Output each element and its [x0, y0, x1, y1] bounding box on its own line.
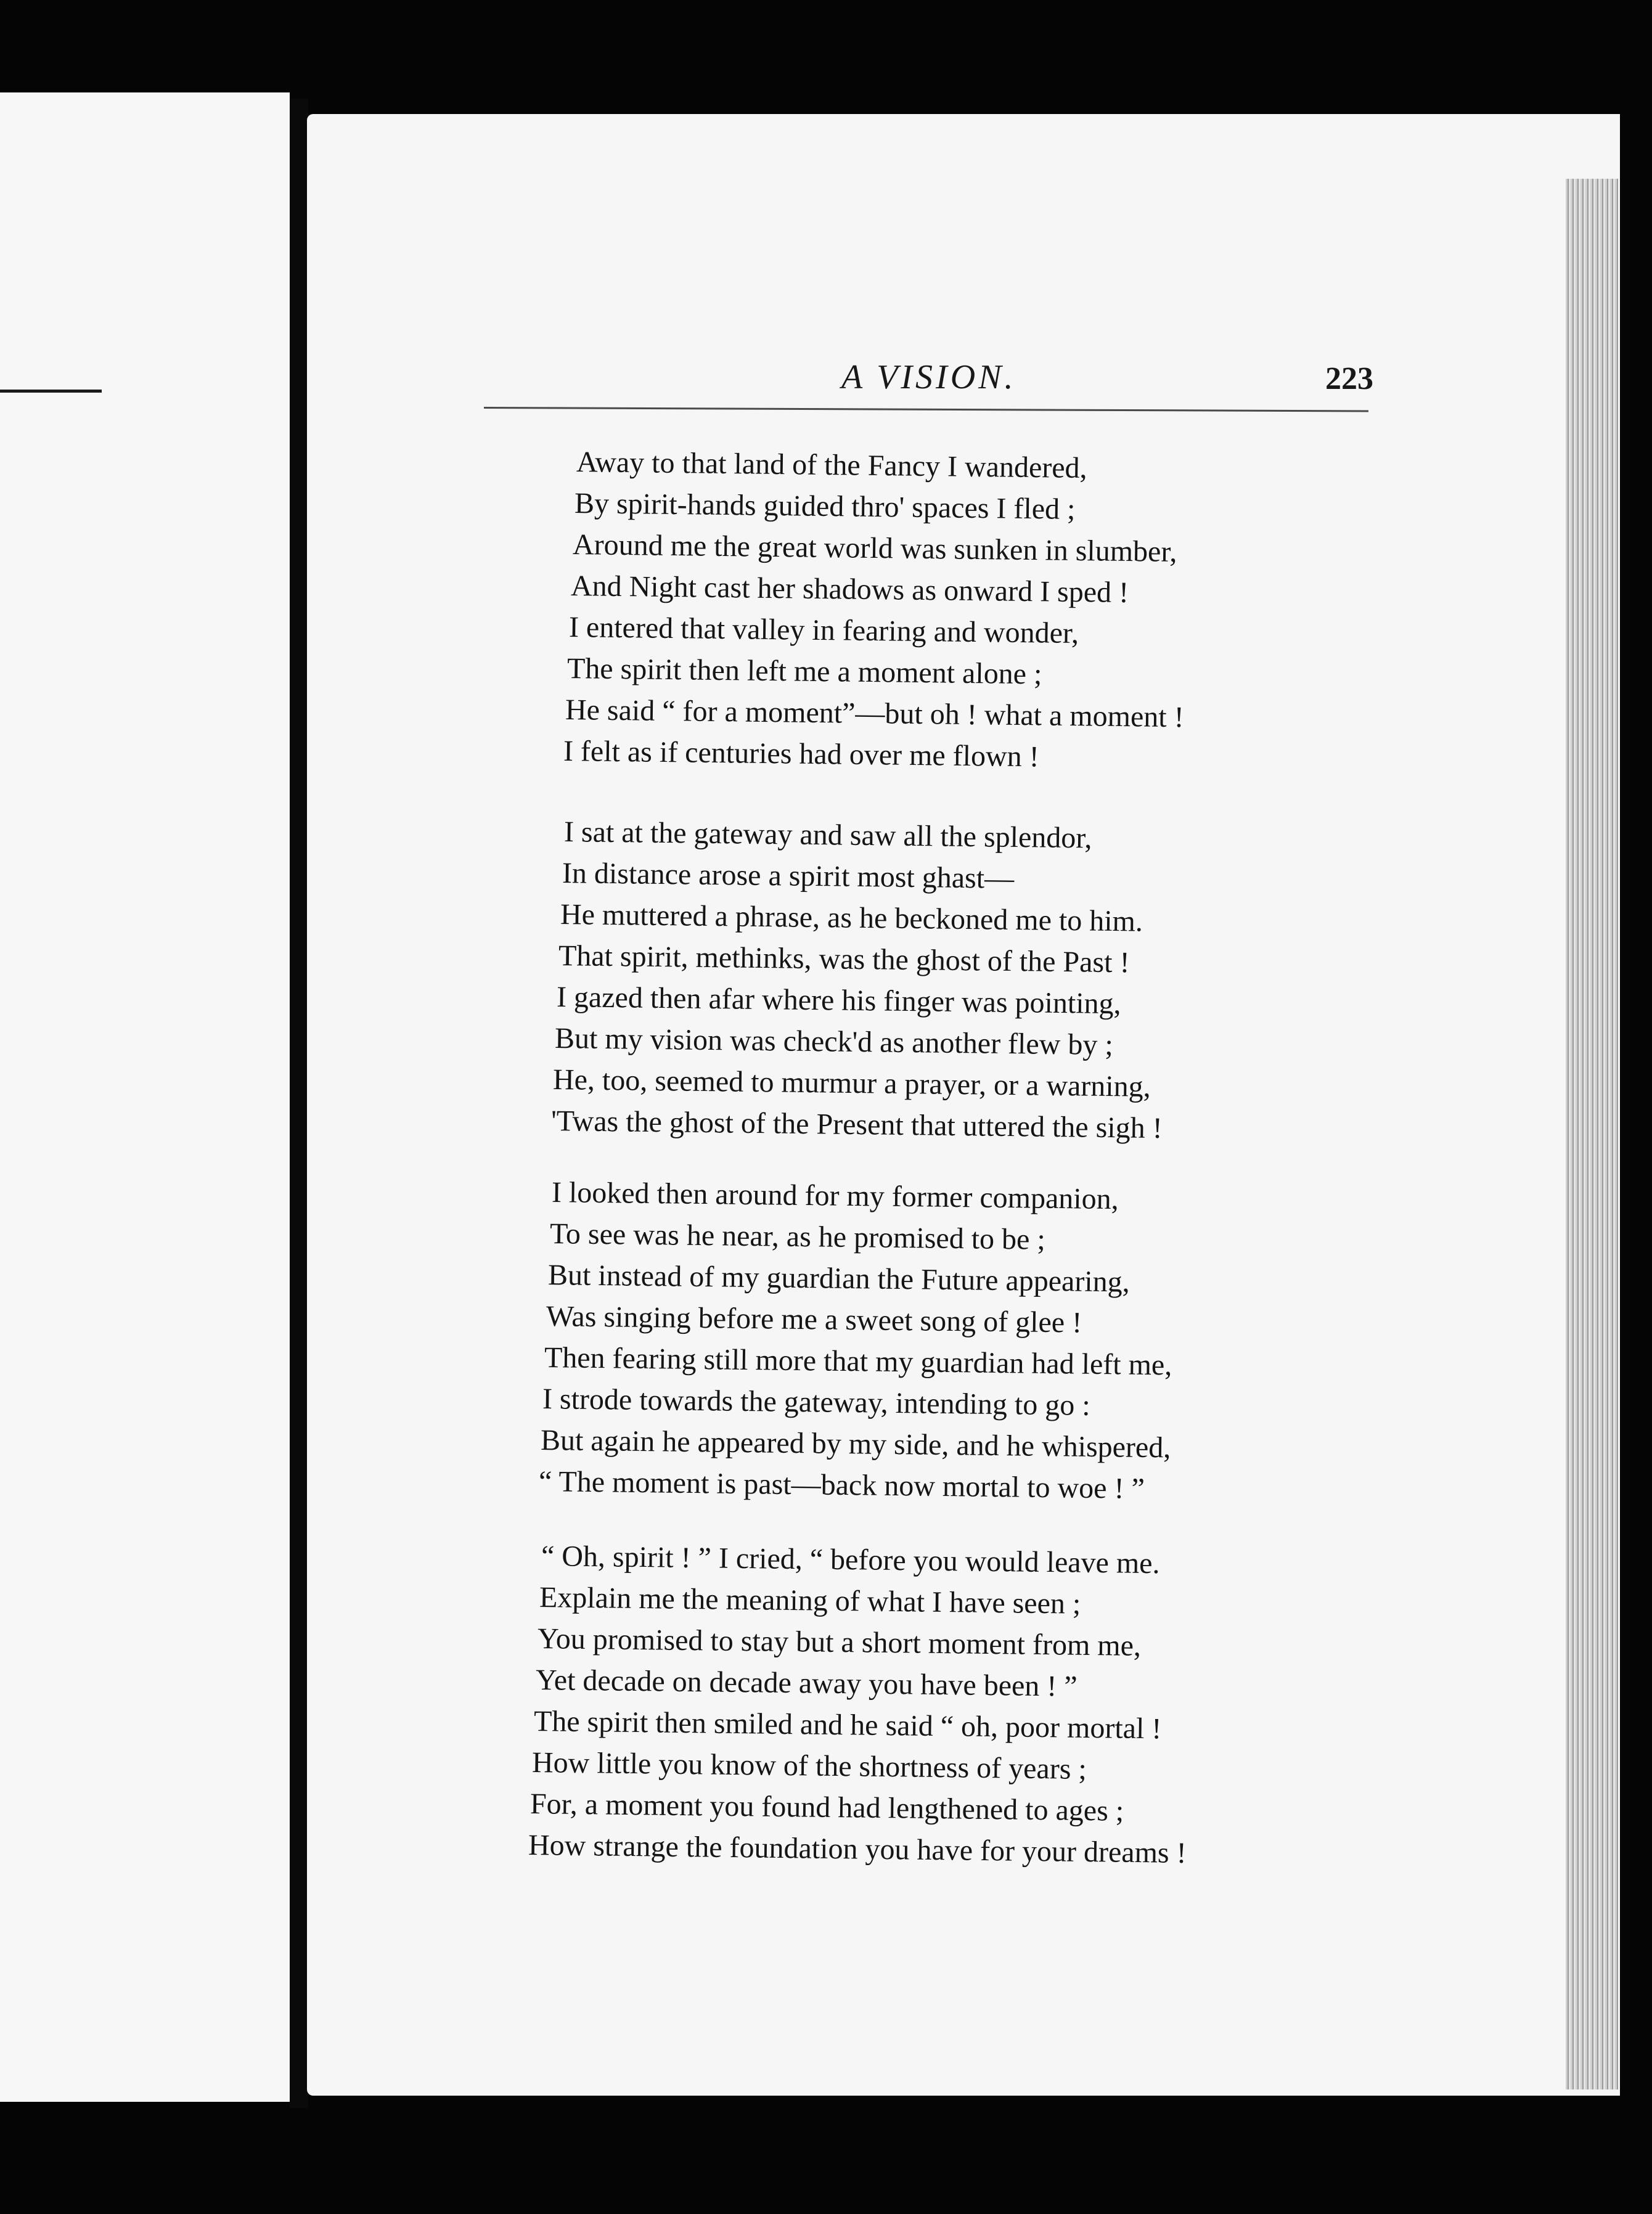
running-title: A VISION. — [841, 358, 1016, 396]
poem-line: Was singing before me a sweet song of glee ! — [546, 1300, 1082, 1339]
poem-line: Away to that land of the Fancy I wandered, — [576, 446, 1087, 485]
poem-line: In distance arose a spirit most ghast— — [562, 857, 1015, 895]
poem-line: I gazed then afar where his finger was pointing, — [556, 981, 1121, 1021]
poem-line: Then fearing still more that my guardian had left me, — [544, 1341, 1172, 1382]
poem-line: I entered that valley in fearing and wonder, — [568, 611, 1079, 650]
poem-line: You promised to stay but a short moment from me, — [537, 1622, 1142, 1662]
poem-line: Explain me the meaning of what I have seen ; — [539, 1581, 1081, 1620]
poem-line: I sat at the gateway and saw all the splendor, — [563, 815, 1092, 855]
poem-line: The spirit then smiled and he said “ oh, poor mortal ! — [533, 1705, 1162, 1746]
poem-line: And Night cast her shadows as onward I sped ! — [570, 570, 1129, 610]
poem-line: Yet decade on decade away you have been ! ” — [535, 1664, 1077, 1703]
poem-line: He muttered a phrase, as he beckoned me to him. — [560, 898, 1143, 938]
poem-line: 'Twas the ghost of the Present that uttered the sigh ! — [550, 1105, 1163, 1145]
page-number: 223 — [1325, 361, 1373, 396]
poem-line: Around me the great world was sunken in slumber, — [572, 528, 1177, 568]
poem-line: But instead of my guardian the Future appearing, — [547, 1259, 1131, 1299]
poem-line: How little you know of the shortness of years ; — [531, 1746, 1087, 1786]
poem-line: He, too, seemed to murmur a prayer, or a warning, — [552, 1063, 1151, 1103]
poem-line: For, a moment you found had lengthened to ages ; — [530, 1787, 1124, 1828]
poem-line: But again he appeared by my side, and he whispered, — [540, 1424, 1171, 1464]
poem-line: I strode towards the gateway, intending to go : — [542, 1383, 1090, 1422]
poem-line: By spirit-hands guided thro' spaces I fled ; — [574, 487, 1076, 526]
poem-line: But my vision was check'd as another flew by ; — [554, 1022, 1114, 1062]
poem-line: To see was he near, as he promised to be ; — [549, 1217, 1046, 1256]
poem-line: He said “ for a moment”—but oh ! what a moment ! — [565, 693, 1184, 734]
poem-line: I felt as if centuries had over me flown ! — [563, 735, 1039, 774]
poem-line: “ The moment is past—back now mortal to woe ! ” — [538, 1465, 1145, 1506]
poem-line: The spirit then left me a moment alone ; — [566, 652, 1042, 691]
poem-line: “ Oh, spirit ! ” I cried, “ before you would leave me. — [541, 1540, 1160, 1580]
poem-line: How strange the foundation you have for your dreams ! — [528, 1829, 1187, 1870]
poem-line: That spirit, methinks, was the ghost of the Past ! — [558, 939, 1130, 979]
poem-line: I looked then around for my former companion, — [551, 1176, 1119, 1216]
